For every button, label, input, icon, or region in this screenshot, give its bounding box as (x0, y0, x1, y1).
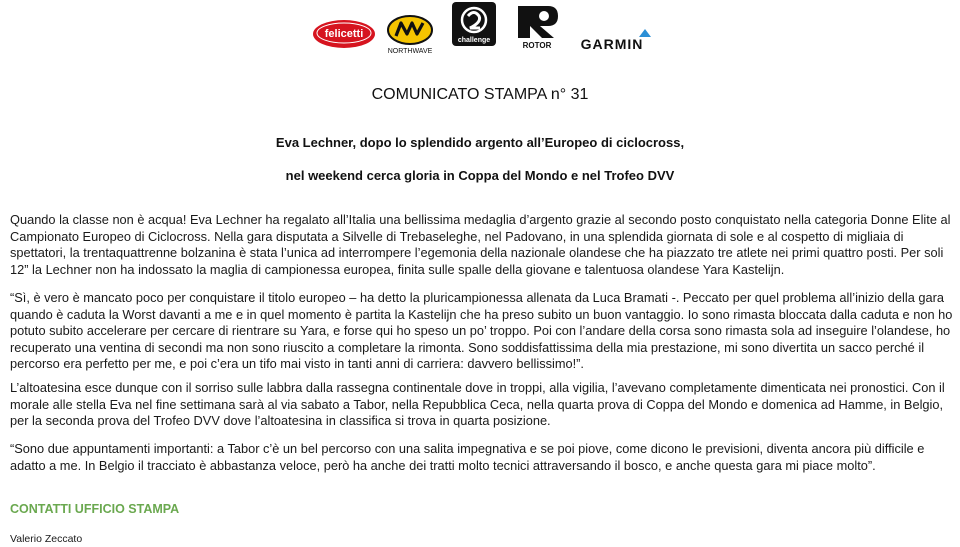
rotor-logo (510, 2, 562, 50)
felicetti-logo-text: felicetti (324, 28, 364, 40)
paragraph-schedule: L’altoatesina esce dunque con il sorriso sulle labbra dalla rassegna continentale dove in troppi, alla vigilia, l’avevano completamente dimenticata nei pronostici. Con il morale alle stella Eva nel fine settimana sarà al via sabato a Tabor, nella Repubblica Ceca, nella quarta prova di Coppa del Mondo e domenica ad Hamme, in Belgio, per la seconda prova del Trofeo DVV dove l’altoatesina in classifica si trova in quarta posizione. (10, 380, 945, 428)
challenge-logo (446, 2, 502, 48)
headline-line-1: Eva Lechner, dopo lo splendido argento all’Europeo di ciclocross, (275, 135, 685, 150)
felicetti-logo (312, 16, 376, 50)
headline-line-2: nel weekend cerca gloria in Coppa del Mondo e nel Trofeo DVV (285, 168, 675, 183)
paragraph-intro: Quando la classe non è acqua! Eva Lechner ha regalato all’Italia una bellissima medaglia d’argento grazie al secondo posto conquistato nella categoria Donne Elite al Campionato Europeo di Ciclocross. Nella gara disputata a Silvelle di Trebaseleghe, nel Padovano, in una splendida giornata di sole e al cospetto di migliaia di spettatori, la trentaquattrenne bolzanina è stata l’unica ad interrompere l’egemonia della nazionale olandese che ha piazzato tre atlete nei primi quattro posti. Per soli 12” la Lechner non ha indossato la maglia di campionessa europea, finita sulle spalle della giovane e talentuosa olandese Yara Kastelijn. (10, 212, 951, 277)
rotor-logo-text: ROTOR (522, 41, 552, 50)
garmin-logo (566, 26, 664, 52)
contacts-heading: CONTATTI UFFICIO STAMPA (10, 502, 180, 516)
press-release-title: COMUNICATO STAMPA n° 31 (371, 86, 589, 103)
garmin-logo-text: GARMIN (580, 36, 644, 52)
contact-name: Valerio Zeccato (10, 533, 83, 545)
sponsor-logos (308, 2, 668, 66)
paragraph-quote-2: “Sono due appuntamenti importanti: a Tabor c’è un bel percorso con una salita impegnativa e se poi piove, come dicono le previsioni, diventa ancora più difficile e adatto a me. In Belgio il tracciato è abbastanza veloce, però ha anche dei tratti molto tecnici attraversando il bosco, e anche questa gara mi piace molto”. (10, 441, 925, 473)
paragraph-quote-1: “Sì, è vero è mancato poco per conquistare il titolo europeo – ha detto la pluricampionessa allenata da Luca Bramati -. Peccato per quel problema all’inizio della gara quando è caduta la Worst davanti a me e in quel momento è partita la Kastelijn che ha preso subito un buon vantaggio. Io sono rimasta bloccata dalla caduta e non ho potuto subito accelerare per cercare di rientrare su Yara, e forse qui ho speso un po’ troppo. Poi con l’andare della corsa sono rimasta sola ad inseguire l’olandese, ho recuperato una ventina di secondi ma non sono riuscito a completare la rimonta. Sono soddisfattissima della mia prestazione, mi sono divertita un sacco perché il percorso era perfetto per me, e poi c’era un tifo mai visto in tanti anni di carriera: davvero bellissimo!”. (10, 290, 953, 371)
northwave-logo (380, 14, 440, 56)
challenge-logo-text: challenge (457, 37, 491, 44)
northwave-logo-text: NORTHWAVE (387, 48, 433, 55)
